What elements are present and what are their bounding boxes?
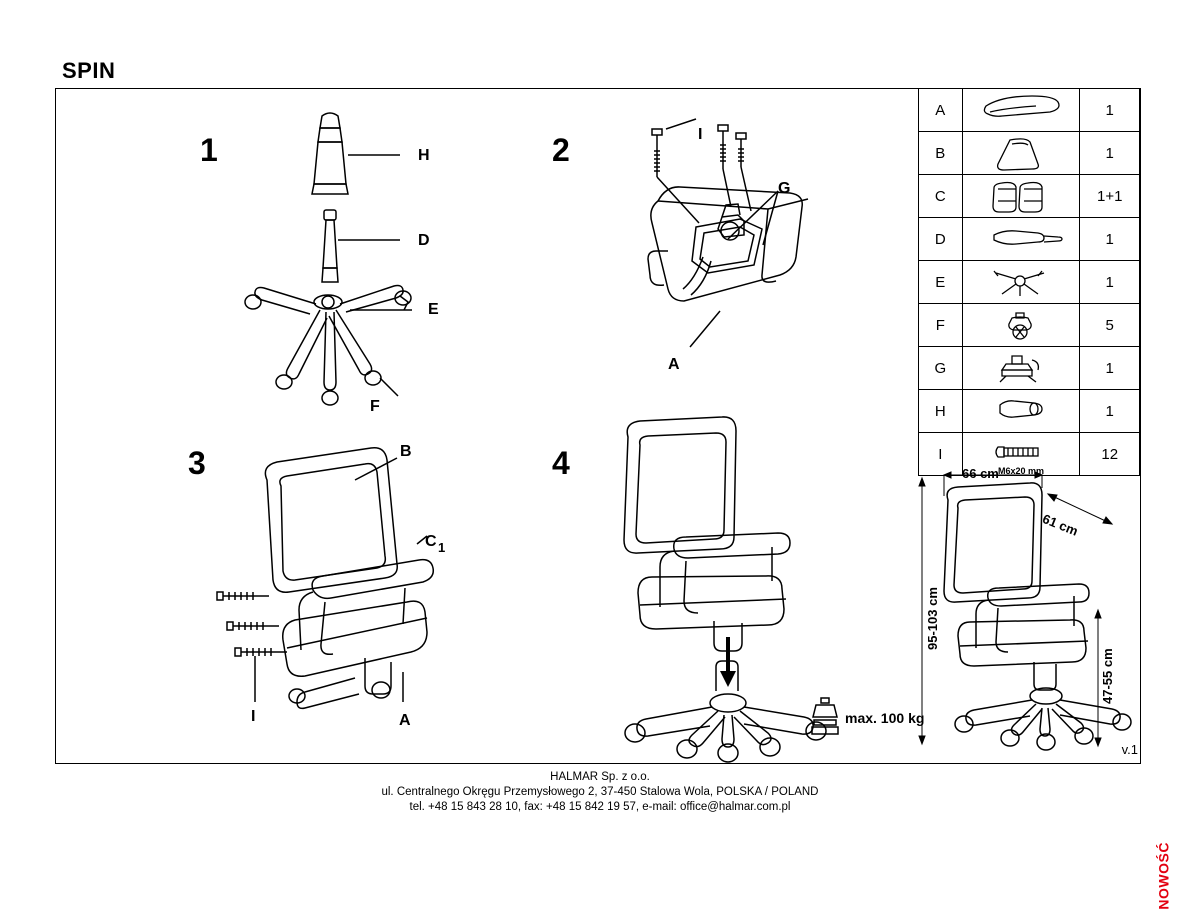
- footer-company: HALMAR Sp. z o.o.: [550, 771, 650, 783]
- part-letter: H: [919, 390, 963, 433]
- part-letter: B: [919, 132, 963, 175]
- dimension-seat-height: 47-55 cm: [1100, 648, 1115, 704]
- part-qty: 1+1: [1080, 175, 1140, 218]
- gas-lift-cover-icon: [976, 397, 1066, 425]
- dimension-chair-illustration: [930, 480, 1120, 750]
- part-letter: D: [919, 218, 963, 261]
- table-row: [919, 433, 1140, 476]
- part-letter: E: [919, 261, 963, 304]
- step-2-label-i: I: [698, 126, 703, 143]
- armrest-pair-icon: [976, 179, 1066, 213]
- part-qty: 1: [1080, 218, 1140, 261]
- max-load-label: [845, 710, 924, 726]
- backrest-icon: [976, 136, 1066, 170]
- max-load-unit: kg: [908, 710, 925, 726]
- part-qty: 1: [1080, 132, 1140, 175]
- step-2-number: 2: [552, 132, 570, 168]
- step-3-label-i: I: [251, 708, 256, 725]
- footer: [0, 770, 1200, 815]
- step-4-illustration: [590, 415, 900, 745]
- part-letter: F: [919, 304, 963, 347]
- part-icon-cell: [962, 132, 1080, 175]
- bolt-size-note: M6x20 mm: [998, 466, 1045, 476]
- table-row: [919, 89, 1140, 132]
- part-letter: G: [919, 347, 963, 390]
- part-icon-cell: [962, 304, 1080, 347]
- part-icon-cell: [962, 433, 1080, 476]
- part-qty: 1: [1080, 390, 1140, 433]
- part-icon-cell: [962, 175, 1080, 218]
- part-icon-cell: [962, 347, 1080, 390]
- part-qty: 1: [1080, 347, 1140, 390]
- table-row: [919, 347, 1140, 390]
- step-2-label-a: A: [668, 356, 680, 373]
- step-1-illustration: [240, 100, 470, 430]
- step-4-number: 4: [552, 445, 570, 481]
- footer-address: ul. Centralnego Okręgu Przemysłowego 2, 37-450 Stalowa Wola, POLSKA / POLAND: [381, 786, 819, 798]
- step-1-label-f: F: [370, 398, 380, 415]
- step-3-label-b: B: [400, 443, 412, 460]
- step-3-label-c: C: [425, 533, 437, 550]
- step-3-label-a: A: [399, 712, 411, 729]
- part-icon-cell: [962, 390, 1080, 433]
- weight-icon: [812, 696, 840, 740]
- step-3-number: 3: [188, 445, 206, 481]
- part-icon-cell: [962, 89, 1080, 132]
- table-row: [919, 390, 1140, 433]
- gas-lift-icon: [976, 227, 1066, 251]
- footer-contact: tel. +48 15 843 28 10, fax: +48 15 842 19 57, e-mail: office@halmar.com.pl: [409, 801, 791, 813]
- table-row: [919, 132, 1140, 175]
- version-label: v.1: [1121, 742, 1138, 757]
- step-1-label-e: E: [428, 301, 439, 318]
- dimension-total-height: 95-103 cm: [925, 587, 940, 650]
- table-row: [919, 175, 1140, 218]
- step-1-number: 1: [200, 132, 218, 168]
- caster-wheel-icon: [976, 310, 1066, 340]
- bolt-icon: [976, 441, 1066, 467]
- five-star-base-icon: [976, 267, 1066, 297]
- dimension-width: 66 cm: [962, 466, 999, 481]
- part-letter: A: [919, 89, 963, 132]
- table-row: [919, 218, 1140, 261]
- step-1-label-h: H: [418, 147, 430, 164]
- part-letter: C: [919, 175, 963, 218]
- max-load-value: max. 100: [845, 710, 905, 726]
- step-2-illustration: [600, 105, 850, 355]
- part-qty: 5: [1080, 304, 1140, 347]
- nowosc-ribbon: NOWOŚĆ: [1156, 842, 1172, 910]
- step-3-label-c-sub: 1: [438, 540, 446, 555]
- part-qty: 1: [1080, 89, 1140, 132]
- step-1-label-d: D: [418, 232, 430, 249]
- table-row: [919, 304, 1140, 347]
- part-icon-cell: [962, 218, 1080, 261]
- step-3-illustration: [205, 440, 505, 710]
- part-qty: 1: [1080, 261, 1140, 304]
- part-letter: I: [919, 433, 963, 476]
- seat-cushion-icon: [976, 94, 1066, 126]
- table-row: [919, 261, 1140, 304]
- part-icon-cell: [962, 261, 1080, 304]
- page-title: SPIN: [62, 58, 116, 83]
- step-2-label-g: G: [778, 180, 791, 197]
- tilt-mechanism-icon: [976, 352, 1066, 384]
- parts-table: [918, 88, 1140, 476]
- dimension-depth: 61 cm: [1040, 511, 1081, 539]
- part-qty: 12: [1080, 433, 1140, 476]
